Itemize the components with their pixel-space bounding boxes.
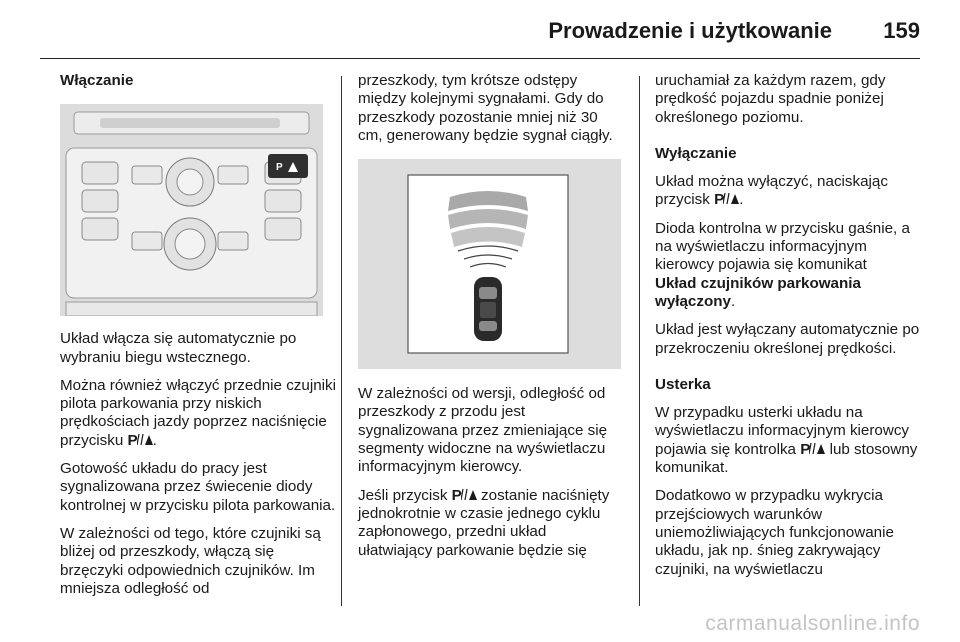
parking-assist-icon: P [800,441,825,458]
watermark: carmanualsonline.info [705,612,920,635]
page-number: 159 [883,18,920,43]
svg-text:P: P [276,162,283,174]
parking-assist-icon: P [128,432,153,449]
parking-assist-icon: P [452,487,477,504]
paragraph: Układ włącza się automatycznie po wybraniu biegu wstecznego. [60,330,297,366]
paragraph: Dioda kontrolna w przycisku gaśnie, a na wyświetlaczu informacyjnym kierowcy pojawia się komunikat Układ czujników parkowania wyłączony. [655,219,910,310]
section-heading-on: Włączanie [60,72,134,89]
column-1 [60,72,336,608]
parking-assist-icon: P [714,191,739,208]
column-divider [639,76,640,606]
paragraph: Układ można wyłączyć, naciskając przycisk P . [655,173,888,209]
section-heading-off: Wyłączanie [655,144,737,162]
paragraph: W przypadku usterki układu na wyświetlaczu informacyjnym kierowcy pojawia się kontrolka P lub stosowny komunikat. [655,404,918,477]
paragraph: Jeśli przycisk P zostanie naciśnięty jednokrotnie w czasie jednego cyklu zapłonowego, przedni układ ułatwiający parkowanie będzie się [358,486,610,559]
section-heading-fault: Usterka [655,375,711,393]
paragraph: W zależności od tego, które czujniki są bliżej od przeszkody, włączą się brzęczyki odpowiednich czujników. Im mniejsza odległość od [60,524,321,597]
front-parking-display-figure [358,159,621,369]
paragraph: Można również włączyć przednie czujniki pilota parkowania przy niskich prędkościach jazdy poprzez naciśnięcie przycisku P . [60,376,337,449]
paragraph: Dodatkowo w przypadku wykrycia przejściowych warunków uniemożliwiających funkcjonowanie układu, jak np. śnieg zakrywający czujniki, na wyświetlaczu [655,487,894,578]
paragraph: Gotowość układu do pracy jest sygnalizowana przez świecenie diody kontrolnej w przycisku pilota parkowania. [60,460,336,514]
console-button-figure [60,104,323,316]
message-text: Układ czujników parkowania wyłączony [655,274,861,310]
park-assist-button [268,154,308,178]
paragraph: przeszkody, tym krótsze odstępy między kolejnymi sygnałami. Gdy do przeszkody pozostanie mniej niż 30 cm, generowany będzie sygnał ciągły. [358,72,613,144]
header-rule [40,58,920,59]
page-header [0,0,960,60]
paragraph: W zależności od wersji, odległość od przeszkody z przodu jest sygnalizowana przez zmieniające się segmenty widoczne na wyświetlaczu informacyjnym kierowcy. [358,385,608,476]
column-2 [358,72,624,570]
column-divider [341,76,342,606]
paragraph: Układ jest wyłączany automatycznie po przekroczeniu określonej prędkości. [655,321,920,357]
page-title: Prowadzenie i użytkowanie [548,18,832,43]
paragraph: uruchamiał za każdym razem, gdy prędkość pojazdu spadnie poniżej określonego poziomu. [655,72,886,126]
column-3 [655,72,925,589]
